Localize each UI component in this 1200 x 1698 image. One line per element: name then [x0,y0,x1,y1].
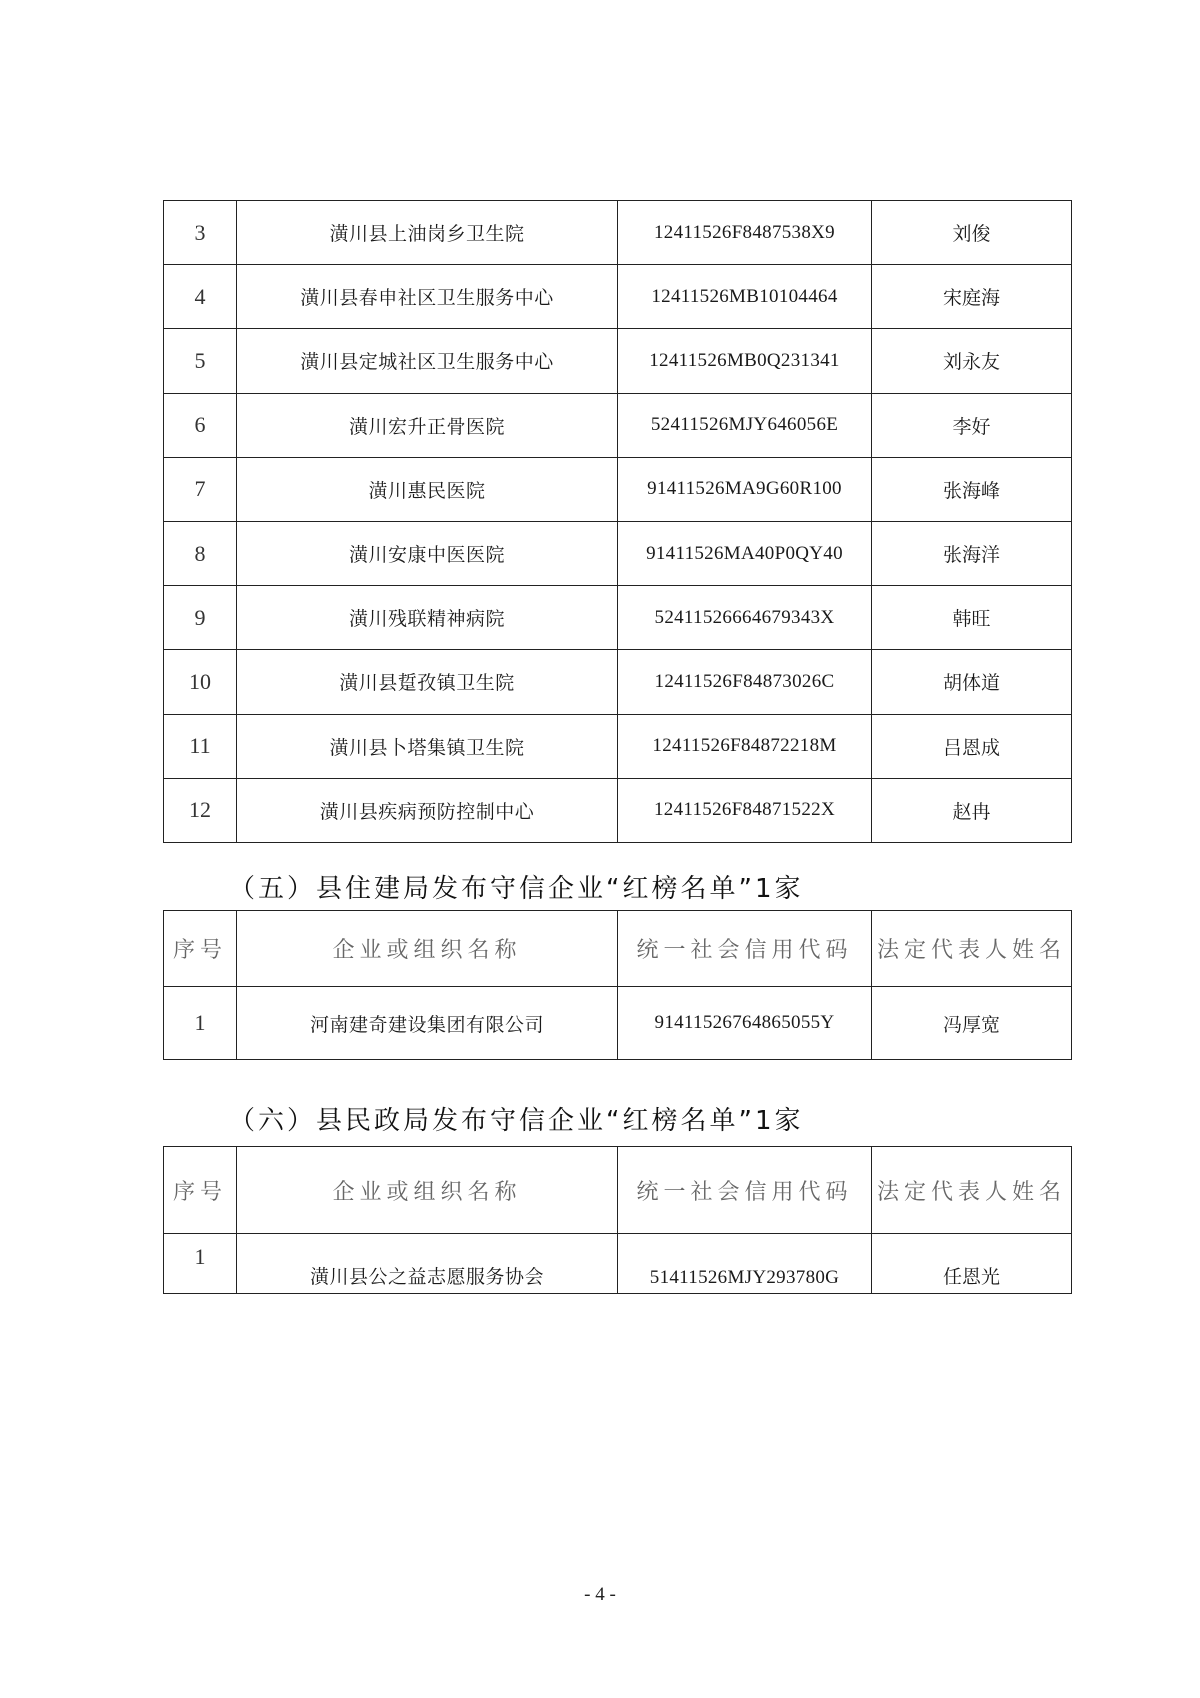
organization-name: 潢川县卜塔集镇卫生院 [237,714,618,778]
table-row [164,714,1072,778]
organization-name: 潢川县定城社区卫生服务中心 [237,329,618,393]
section-title-housing-bureau: （五）县住建局发布守信企业“红榜名单”1家 [229,874,804,904]
organization-name: 潢川县疾病预防控制中心 [237,778,618,842]
legal-representative: 李好 [872,393,1072,457]
row-number: 4 [164,265,237,329]
header-number: 序号 [164,1147,237,1234]
credit-table-civil-affairs-bureau [163,1146,1072,1294]
page-number: - 4 - [584,1584,616,1605]
table-row [164,265,1072,329]
credit-code: 12411526MB0Q231341 [618,329,872,393]
organization-name: 潢川县春申社区卫生服务中心 [237,265,618,329]
organization-name: 潢川宏升正骨医院 [237,393,618,457]
table-row [164,521,1072,585]
credit-code: 52411526MJY646056E [618,393,872,457]
legal-representative: 吕恩成 [872,714,1072,778]
row-number: 12 [164,778,237,842]
legal-representative: 任恩光 [872,1234,1072,1294]
header-organization-name: 企业或组织名称 [237,911,618,987]
table-header-row [164,1147,1072,1234]
legal-representative: 宋庭海 [872,265,1072,329]
organization-name: 河南建奇建设集团有限公司 [237,987,618,1060]
header-organization-name: 企业或组织名称 [237,1147,618,1234]
credit-code: 12411526F84871522X [618,778,872,842]
header-legal-representative: 法定代表人姓名 [872,911,1072,987]
organization-name: 潢川安康中医医院 [237,521,618,585]
legal-representative: 刘永友 [872,329,1072,393]
table-row [164,457,1072,521]
table-row [164,329,1072,393]
credit-code: 91411526MA9G60R100 [618,457,872,521]
organization-name: 潢川县踅孜镇卫生院 [237,650,618,714]
organization-name: 潢川残联精神病院 [237,586,618,650]
row-number: 10 [164,650,237,714]
row-number: 1 [164,1234,237,1294]
table-row [164,987,1072,1060]
legal-representative: 赵冉 [872,778,1072,842]
organization-name: 潢川惠民医院 [237,457,618,521]
credit-code: 52411526664679343X [618,586,872,650]
header-number: 序号 [164,911,237,987]
row-number: 3 [164,201,237,265]
credit-code: 91411526MA40P0QY40 [618,521,872,585]
row-number: 9 [164,586,237,650]
legal-representative: 张海洋 [872,521,1072,585]
credit-table-housing-bureau [163,910,1072,1060]
table-row [164,1234,1072,1294]
credit-code: 51411526MJY293780G [618,1234,872,1294]
credit-code: 12411526F8487538X9 [618,201,872,265]
header-legal-representative: 法定代表人姓名 [872,1147,1072,1234]
row-number: 5 [164,329,237,393]
table-row [164,201,1072,265]
credit-code: 12411526F84873026C [618,650,872,714]
legal-representative: 冯厚宽 [872,987,1072,1060]
section-title-civil-affairs-bureau: （六）县民政局发布守信企业“红榜名单”1家 [229,1106,804,1136]
row-number: 6 [164,393,237,457]
header-credit-code: 统一社会信用代码 [618,1147,872,1234]
organization-name: 潢川县上油岗乡卫生院 [237,201,618,265]
table-row [164,586,1072,650]
credit-code: 12411526F84872218M [618,714,872,778]
row-number: 8 [164,521,237,585]
credit-code: 12411526MB10104464 [618,265,872,329]
legal-representative: 韩旺 [872,586,1072,650]
table-row [164,650,1072,714]
organization-name: 潢川县公之益志愿服务协会 [237,1234,618,1294]
legal-representative: 张海峰 [872,457,1072,521]
table-row [164,393,1072,457]
table-header-row [164,911,1072,987]
header-credit-code: 统一社会信用代码 [618,911,872,987]
table-row [164,778,1072,842]
row-number: 1 [164,987,237,1060]
legal-representative: 胡体道 [872,650,1072,714]
credit-code: 91411526764865055Y [618,987,872,1060]
row-number: 7 [164,457,237,521]
credit-table-continued [163,200,1072,843]
legal-representative: 刘俊 [872,201,1072,265]
row-number: 11 [164,714,237,778]
